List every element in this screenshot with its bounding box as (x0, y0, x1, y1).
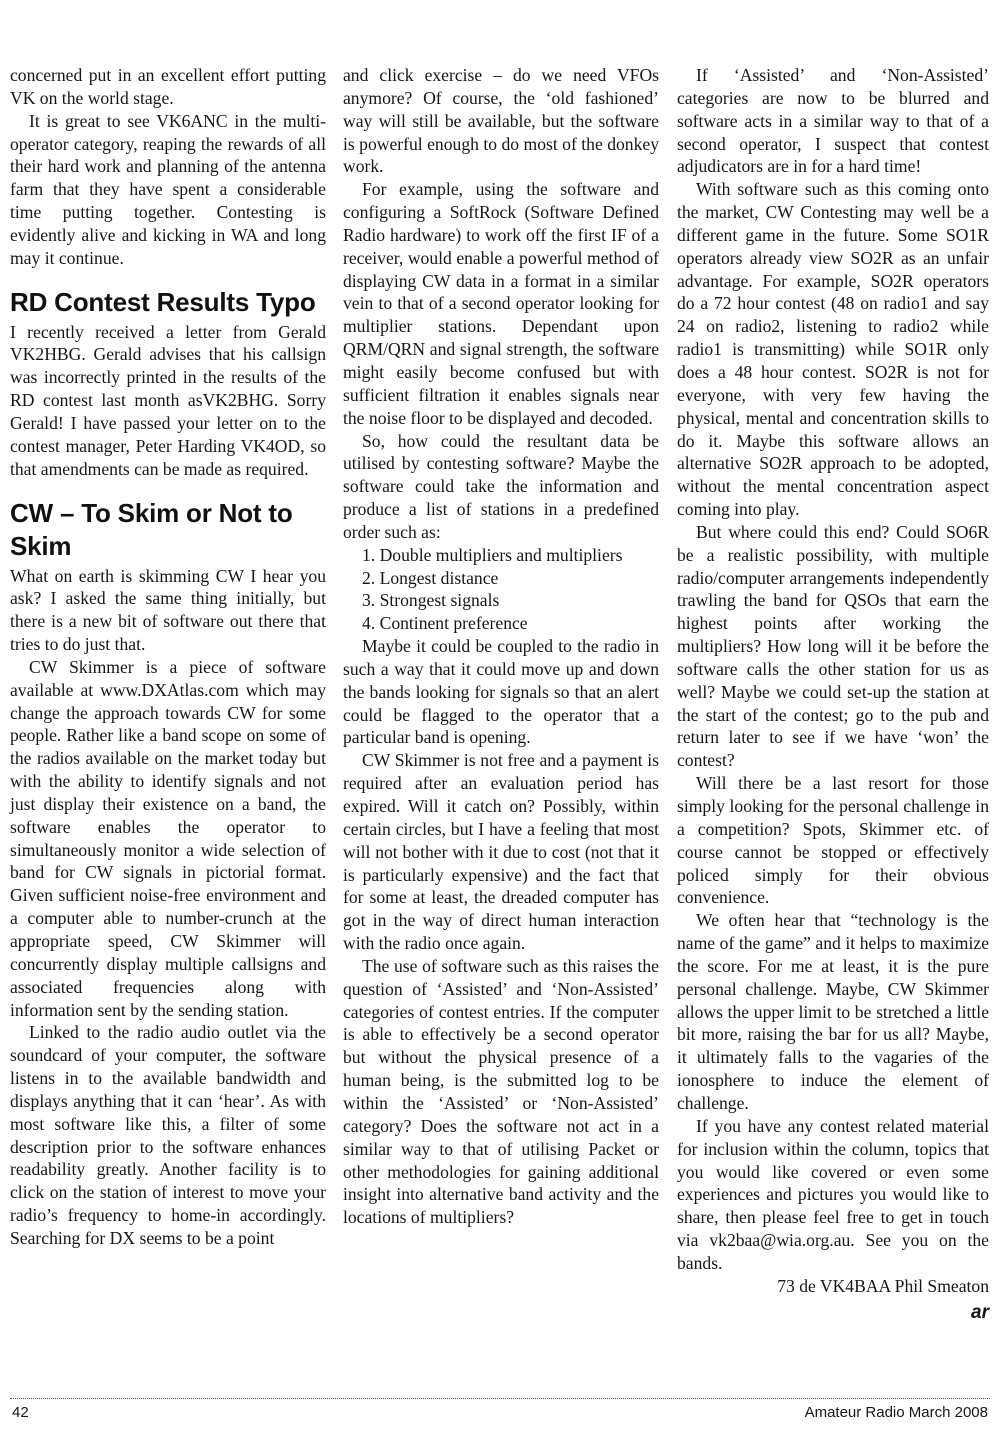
paragraph: and click exercise – do we need VFOs anymore? Of course, the ‘old fashioned’ way will still be available, but the software is powerful enough to do most of the donkey work. (343, 65, 659, 177)
paragraph: concerned put in an excellent effort putting VK on the world stage. (10, 65, 326, 108)
paragraph: I recently received a letter from Gerald VK2HBG. Gerald advises that his callsign was incorrectly printed in the results of the RD contest last month asVK2BHG. Sorry Gerald! I have passed your letter on to the contest manager, Peter Harding VK4OD, so that amendments can be made as required. (10, 321, 326, 479)
paragraph: Maybe it could be coupled to the radio in such a way that it could move up and down the bands looking for signals so that an alert could be flagged to the operator that a particular band is opening. (343, 636, 659, 748)
paragraph: So, how could the resultant data be utilised by contesting software? Maybe the software could take the information and produce a list of stations in a predefined order such as: (343, 430, 659, 542)
column-3 (677, 64, 989, 1324)
paragraph: CW Skimmer is a piece of software available at www.DXAtlas.com which may change the approach towards CW for some people. Rather like a band scope on some of the radios available on the market today but with the ability to identify signals and not just display their existence on a band, the software enables the operator to simultaneously monitor a wide selection of band for CW signals in pictorial format. Given sufficient noise-free environment and a computer able to number-crunch at the appropriate speed, CW Skimmer will concurrently display multiple callsigns and associated frequencies along with information sent by the sending station. (10, 656, 326, 1020)
paragraph: But where could this end? Could SO6R be a realistic possibility, with multiple radio/computer arrangements independently trawling the band for QSOs that earn the highest points after working the multipliers? How long will it be before the software calls the other station for us as well? Maybe we could set-up the station at the start of the contest; go to the pub and return later to see if we have ‘won’ the contest? (677, 521, 989, 771)
publication-footer: Amateur Radio March 2008 (804, 1404, 988, 1421)
list-item: 2. Longest distance (362, 567, 499, 588)
footer-divider (10, 1398, 990, 1399)
column-1 (10, 64, 326, 1250)
paragraph: It is great to see VK6ANC in the multi-operator category, reaping the rewards of all their hard work and planning of the antenna farm that they have spent a considerable time putting together. Contesting is evidently alive and kicking in WA and long may it continue. (10, 110, 326, 268)
section-heading: CW – To Skim or Not to Skim (10, 497, 293, 561)
priority-list (343, 544, 659, 635)
paragraph: If ‘Assisted’ and ‘Non-Assisted’ categories are now to be blurred and software acts in a similar way to that of a second operator, I suspect that contest adjudicators are in for a hard time! (677, 65, 989, 177)
paragraph: With software such as this coming onto the market, CW Contesting may well be a different game in the future. Some SO1R operators already view SO2R as an unfair advantage. For example, SO2R operators do a 72 hour contest (48 on radio1 and say 24 on radio2, listening to radio2 while radio1 is transmitting) while SO1R only does a 48 hour contest. SO2R is not for everyone, with very few having the physical, mental and concentration skills to do it. Maybe this software allows an alternative SO2R approach to be adopted, without the mental concentration aspect coming into play. (677, 179, 989, 520)
list-item: 3. Strongest signals (362, 590, 500, 611)
paragraph: We often hear that “technology is the name of the game” and it helps to maximize the score. For me at least, it is the pure personal challenge. Maybe, CW Skimmer allows the upper limit to be stretched a little bit more, raising the bar for us all? Maybe, it ultimately falls to the vagaries of the ionosphere to induce the element of challenge. (677, 910, 989, 1113)
paragraph: If you have any contest related material for inclusion within the column, topics that you would like covered or even some experiences and pictures you would like to share, then please feel free to get in touch via vk2baa@wia.org.au. See you on the bands. (677, 1115, 989, 1273)
paragraph: Linked to the radio audio outlet via the soundcard of your computer, the software listens in to the available bandwidth and displays anything that it can ‘hear’. As with most software like this, a filter of some description prior to the software enhances readability greatly. Another facility is to click on the station of interest to move your radio’s frequency to home-in accordingly. Searching for DX seems to be a point (10, 1022, 326, 1248)
paragraph: What on earth is skimming CW I hear you ask? I asked the same thing initially, but there is a new bit of software out there that tries to do just that. (10, 565, 326, 655)
paragraph: CW Skimmer is not free and a payment is required after an evaluation period has expired. Will it catch on? Possibly, within certain circles, but I have a feeling that most will not bother with it due to cost (not that it is particularly expensive) and the fact that for some at least, the dreaded computer has got in the way of direct human interaction with the radio once again. (343, 750, 659, 954)
list-item: 1. Double multipliers and multipliers (362, 544, 623, 565)
paragraph: The use of software such as this raises the question of ‘Assisted’ and ‘Non-Assisted’ categories of contest entries. If the computer is able to effectively be a second operator but without the physical presence of a human being, is the submitted log to be within the ‘Assisted’ or ‘Non-Assisted’ category? Does the software not act in a similar way to that of utilising Packet or other methodologies for gaining additional insight into alternative band activity and the locations of multipliers? (343, 955, 659, 1228)
column-2 (343, 64, 659, 1229)
author-signature: 73 de VK4BAA Phil Smeaton (777, 1275, 989, 1296)
list-item: 4. Continent preference (362, 613, 528, 634)
paragraph: For example, using the software and configuring a SoftRock (Software Defined Radio hardware) to work off the first IF of a receiver, would enable a powerful method of displaying CW data in a format in a similar vein to that of a second operator looking for multiplier stations. Dependant upon QRM/QRN and signal strength, the software might easily become confused but with sufficient filtration it enables signals near the noise floor to be displayed and decoded. (343, 179, 659, 428)
section-heading: RD Contest Results Typo (10, 286, 316, 317)
paragraph: Will there be a last resort for those simply looking for the personal challenge in a competition? Spots, Skimmer etc. of course cannot be stopped or effectively policed simply for their obvious convenience. (677, 773, 989, 908)
article-end-mark: ar (971, 1301, 989, 1323)
page-number: 42 (12, 1404, 29, 1421)
